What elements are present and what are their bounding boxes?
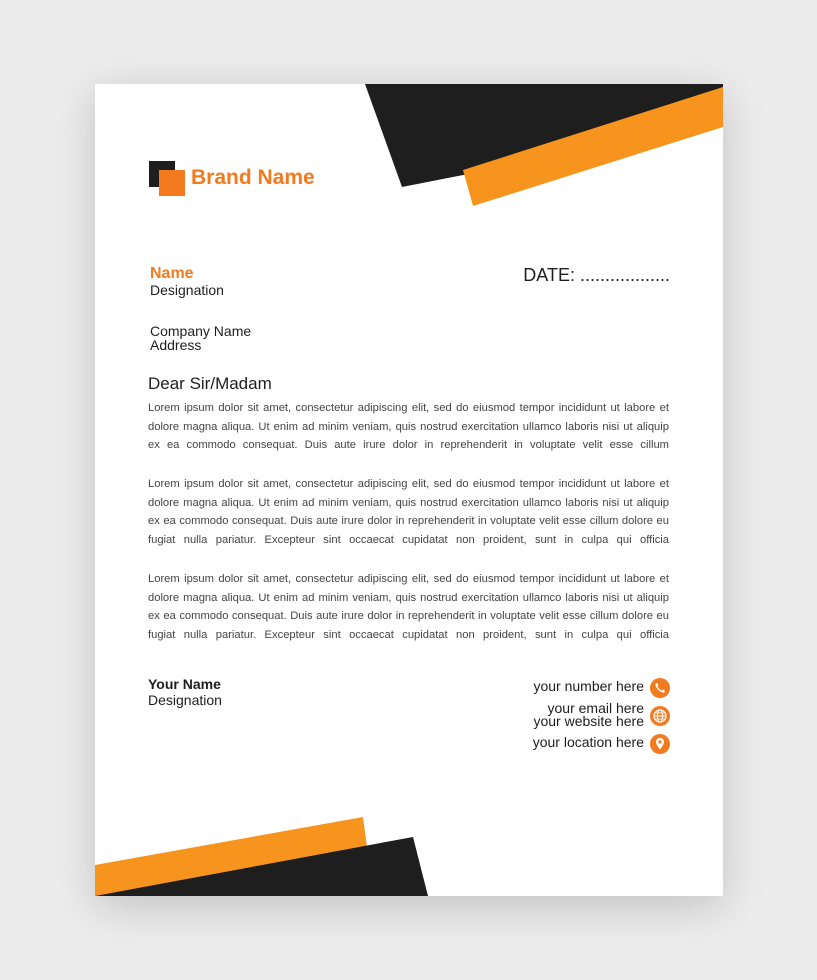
signature-name: Your Name [148, 676, 221, 692]
greeting: Dear Sir/Madam [148, 374, 272, 393]
letterhead-page [95, 84, 723, 896]
location-pin-icon [650, 734, 670, 754]
signature-designation: Designation [148, 692, 222, 708]
body-paragraph-2: Lorem ipsum dolor sit amet, consectetur adipiscing elit, sed do eiusmod tempor incididunt ut labore et dolore magna aliqua. Ut enim ad minim veniam, quis nostrud exercitation ullamco laboris nisi ut aliquip ex ea commodo consequat. Duis aute irure dolor in reprehenderit in voluptate velit esse cillum dolore eu fugiat nulla pariatur. Excepteur sint occaecat cupidatat non proident, sunt in culpa qui officia [148, 478, 669, 547]
brand-name: Brand Name [191, 166, 315, 189]
logo-orange-square [159, 170, 185, 196]
recipient-company-block [150, 324, 251, 352]
body-paragraph-3: Lorem ipsum dolor sit amet, consectetur adipiscing elit, sed do eiusmod tempor incididunt ut labore et dolore magna aliqua. Ut enim ad minim veniam, quis nostrud exercitation ullamco laboris nisi ut aliquip ex ea commodo consequat. Duis aute irure dolor in reprehenderit in voluptate velit esse cillum dolore eu fugiat nulla pariatur. Excepteur sint occaecat cupidatat non proident, sunt in culpa qui officia [148, 573, 669, 642]
recipient-designation: Designation [150, 282, 224, 298]
contact-website: your website here [533, 713, 644, 729]
phone-icon [650, 678, 670, 698]
company-address: Address [150, 337, 202, 353]
recipient-name: Name [150, 265, 194, 282]
company-name: Company Name [150, 323, 252, 339]
contact-email: your email here [547, 700, 644, 716]
contact-phone: your number here [533, 678, 644, 694]
body-paragraph-1: Lorem ipsum dolor sit amet, consectetur adipiscing elit, sed do eiusmod tempor incididunt ut labore et dolore magna aliqua. Ut enim ad minim veniam, quis nostrud exercitation ullamco laboris nisi ut aliquip ex ea commodo consequat. Duis aute irure dolor in reprehenderit in voluptate velit esse cillum [148, 402, 669, 452]
contact-location: your location here [532, 734, 644, 750]
date-field[interactable]: DATE: .................. [523, 265, 670, 285]
squares-logo-icon [149, 161, 185, 197]
globe-icon [650, 706, 670, 726]
